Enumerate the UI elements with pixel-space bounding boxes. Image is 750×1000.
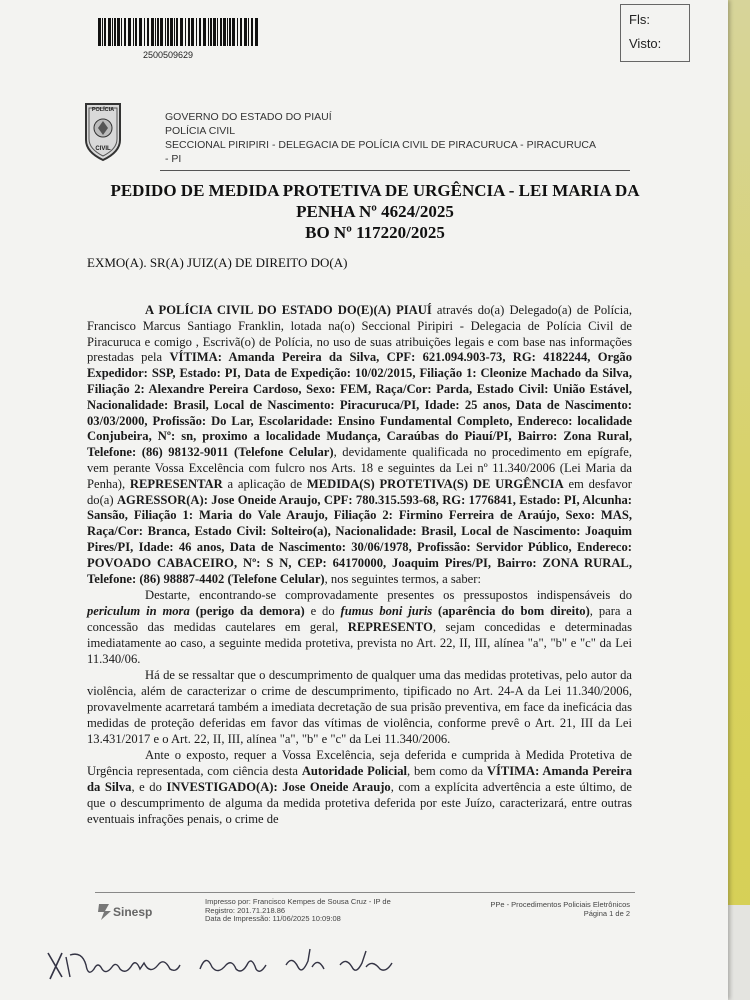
paragraph-4 [87,748,632,827]
text-run: , para a concessão das medidas cautelares em geral, [87,604,632,634]
header-line-4: - PI [165,153,182,165]
text-run: , e do [131,779,167,794]
text-run: em desfavor do(a) [87,476,632,507]
text-run: , sejam concedidas e determinadas imediatamente ao caso, a seguinte medida protetiva, prevista no Art. 22, II, III, alínea "a", "b" e "c" da Lei 11.340/06. [87,619,632,666]
document-title [95,180,655,243]
salutation: EXMO(A). SR(A) JUIZ(A) DE DIREITO DO(A) [87,255,348,270]
registry: Registro: 201.71.218.86 [205,905,286,915]
text-run: , devidamente qualificada no procedimento em epígrafe, vem perante Vossa Excelência com fulcro nos Arts. 18 e seguintes da Lei nº 11.340/2006 (Lei Maria da Penha), [87,445,632,491]
fls-label: Fls: [629,12,650,27]
barcode-bar [104,18,106,46]
barcode-bar [121,18,122,46]
text-run: através do(a) Delegado(a) de Polícia, Francisco Marcus Santiago Franklin, lotada na(o) Seccional Piripiri - Delegacia de Polícia Civil de Piracuruca e comigo , Escrivã(o) de Polícia, no uso de suas atribuições legais e com base nas informações prestadas pela [87,303,633,365]
text-run: REPRESENTAR [129,476,223,491]
paragraph-1 [87,303,632,587]
header-line-1: GOVERNO DO ESTADO DO PIAUÍ [165,111,332,123]
footer-divider [95,892,635,893]
barcode-bar [144,18,145,46]
header-divider [160,170,630,171]
text-run: MEDIDA(S) PROTETIVA(S) DE URGÊNCIA [306,476,564,491]
barcode-bar [237,18,238,46]
barcode-bar [117,18,120,46]
page-number: Página 1 de 2 [583,909,630,918]
text-run: periculum in mora [87,604,190,619]
barcode-bar [220,18,222,46]
title-line-1: PEDIDO DE MEDIDA PROTETIVA DE URGÊNCIA - LEI MARIA DA [110,181,640,200]
barcode-bar [208,18,209,46]
text-run: REPRESENTO [347,619,433,634]
handwritten-signature [40,935,400,985]
text-run: , nos seguintes termos, a saber: [324,571,481,586]
text-run: fumus boni juris [340,604,433,619]
barcode-bar [170,18,173,46]
document-body [87,303,632,827]
barcode-bar [240,18,242,46]
fls-box [620,4,690,62]
text-run: A POLÍCIA CIVIL DO ESTADO DO(E)(A) PIAUÍ [145,303,432,317]
barcode-bar [151,18,154,46]
barcode-bar [114,18,116,46]
barcode-bar [108,18,111,46]
text-run: a aplicação de [222,476,307,491]
institution-header [165,110,596,166]
barcode-bar [147,18,149,46]
print-date: Data de Impressão: 11/06/2025 10:09:08 [205,914,341,924]
text-run: e do [304,604,341,619]
barcode-bar [128,18,131,46]
barcode-bar [199,18,201,46]
system-info [470,900,630,918]
barcode-bar [210,18,212,46]
sinesp-logo [97,900,157,922]
barcode-bar [167,18,169,46]
header-line-3: SECCIONAL PIRIPIRI - DELEGACIA DE POLÍCIA CIVIL DE PIRACURUCA - PIRACURUCA [165,139,596,151]
text-run: (perigo da demora) [189,604,305,619]
text-run: , com a explícita advertência a este último, de que o descumprimento de alguma da medida protetiva deferida por este Juízo, caracterizará, entre outras eventuais infrações penais, o crime de [87,779,633,826]
text-run: VÍTIMA: Amanda Pereira da Silva [87,764,633,794]
print-info [205,898,391,924]
barcode-number: 2500509629 [143,50,194,60]
barcode-bar [229,18,231,46]
text-run: Autoridade Policial [301,764,408,779]
barcode-bar [213,18,216,46]
barcode-bar [174,18,175,46]
barcode [98,18,260,46]
text-run: Há de se ressaltar que o descumprimento de qualquer uma das medidas protetivas, pelo autor da violência, além de caracterizar o crime de descumprimento, tipificado no Art. 24-A da Lei 11.340/2006, provavelmente acarretará também a imediata decretação de sua prisão preventiva, em face da ineficácia das medidas de proteção deferidas em favor das vítimas de violência, conforme prevê o Art. 21, III da Lei 13.431/2017 e o Art. 22, II, III, alínea "a", "b" e "c" da Lei 11.340/2006. [87,668,632,746]
barcode-bar [227,18,228,46]
text-run: (aparência do bom direito) [432,604,590,619]
title-line-2: PENHA Nº 4624/2025 [296,202,454,221]
paragraph-3 [87,668,632,747]
police-seal-icon [82,100,124,162]
barcode-bar [180,18,183,46]
barcode-bar [223,18,226,46]
barcode-bar [232,18,235,46]
barcode-bar [196,18,197,46]
barcode-bar [244,18,247,46]
text-run: INVESTIGADO(A): Jose Oneide Araujo [166,779,391,794]
paragraph-2 [87,588,632,667]
barcode-bar [248,18,249,46]
title-line-3: BO Nº 117220/2025 [305,223,445,242]
seal-text-bottom: CIVIL [95,146,111,152]
barcode-bar [155,18,156,46]
barcode-bar [98,18,101,46]
barcode-bar [133,18,134,46]
barcode-bar [191,18,194,46]
barcode-bar [217,18,218,46]
barcode-bar [203,18,206,46]
text-run: AGRESSOR(A): Jose Oneide Araujo, CPF: 780.315.593-68, RG: 1776841, Estado: PI, Alcunha: Sansão, Filiação 1: Maria do Vale Araujo, Filiação 2: Firmino Ferreira de Araújo, Sexo: MAS, Raça/Cor: Branca, Estado Civil: Solteiro(a), Nacionalidade: Brasil, Local de Nascimento: Joaquim Pires/PI, Idade: 46 anos, Data de Nascimento: 30/06/1978, Profissão: Servidor Público, Endereco: POVOADO CABACEIRO, Nº: S N, CEP: 64170000, Joaquim Pires/PI, Bairro: ZONA RURAL, Telefone: (86) 98887-4402 (Telefone Celular) [87,492,632,586]
text-run: Destarte, encontrando-se comprovadamente presentes os pressupostos indispensáveis do [145,588,632,603]
printed-by: Impresso por: Francisco Kempes de Sousa Cruz - IP de [205,897,391,906]
barcode-bar [255,18,258,46]
system-name: PPe - Procedimentos Policiais Eletrônicos [490,900,630,909]
barcode-bar [157,18,159,46]
barcode-bar [188,18,190,46]
header-line-2: POLÍCIA CIVIL [165,125,236,137]
barcode-bar [135,18,137,46]
seal-text-top: POLÍCIA [91,107,115,113]
sinesp-logo-text: Sinesp [113,905,153,919]
barcode-bar [124,18,126,46]
barcode-bar [112,18,113,46]
barcode-bar [251,18,253,46]
barcode-bar [139,18,142,46]
barcode-bar [165,18,166,46]
text-run: VÍTIMA: Amanda Pereira da Silva, CPF: 621.094.903-73, RG: 4182244, Orgão Expedidor: SSP, Estado: PI, Data de Expedição: 10/02/2015, Filiação 1: Cleonize Machado da Silva, Filiação 2: Alexandre Pereira Cardoso, Sexo: FEM, Raça/Cor: Parda, Estado Civil: União Estável, Nacionalidade: Brasil, Local de Nascimento: Piracuruca/PI, Idade: 25 anos, Data de Nascimento: 03/03/2000, Profissão: Do Lar, Escolaridade: Ensino Fundamental Completo, Endereco: localidade Conjubeira, Nº: sn, proximo a localidade Mudança, Caraúbas do Piauí/PI, Bairro: Zona Rural, Telefone: (86) 98132-9011 (Telefone Celular) [87,350,632,460]
barcode-bar [160,18,163,46]
text-run: , bem como da [407,764,487,779]
barcode-bar [176,18,178,46]
text-run: Ante o exposto, requer a Vossa Excelência, seja deferida e cumprida à Medida Protetiva de Urgência representada, com ciência desta [87,748,632,779]
barcode-bar [102,18,103,46]
barcode-bar [185,18,186,46]
visto-label: Visto: [629,36,662,51]
